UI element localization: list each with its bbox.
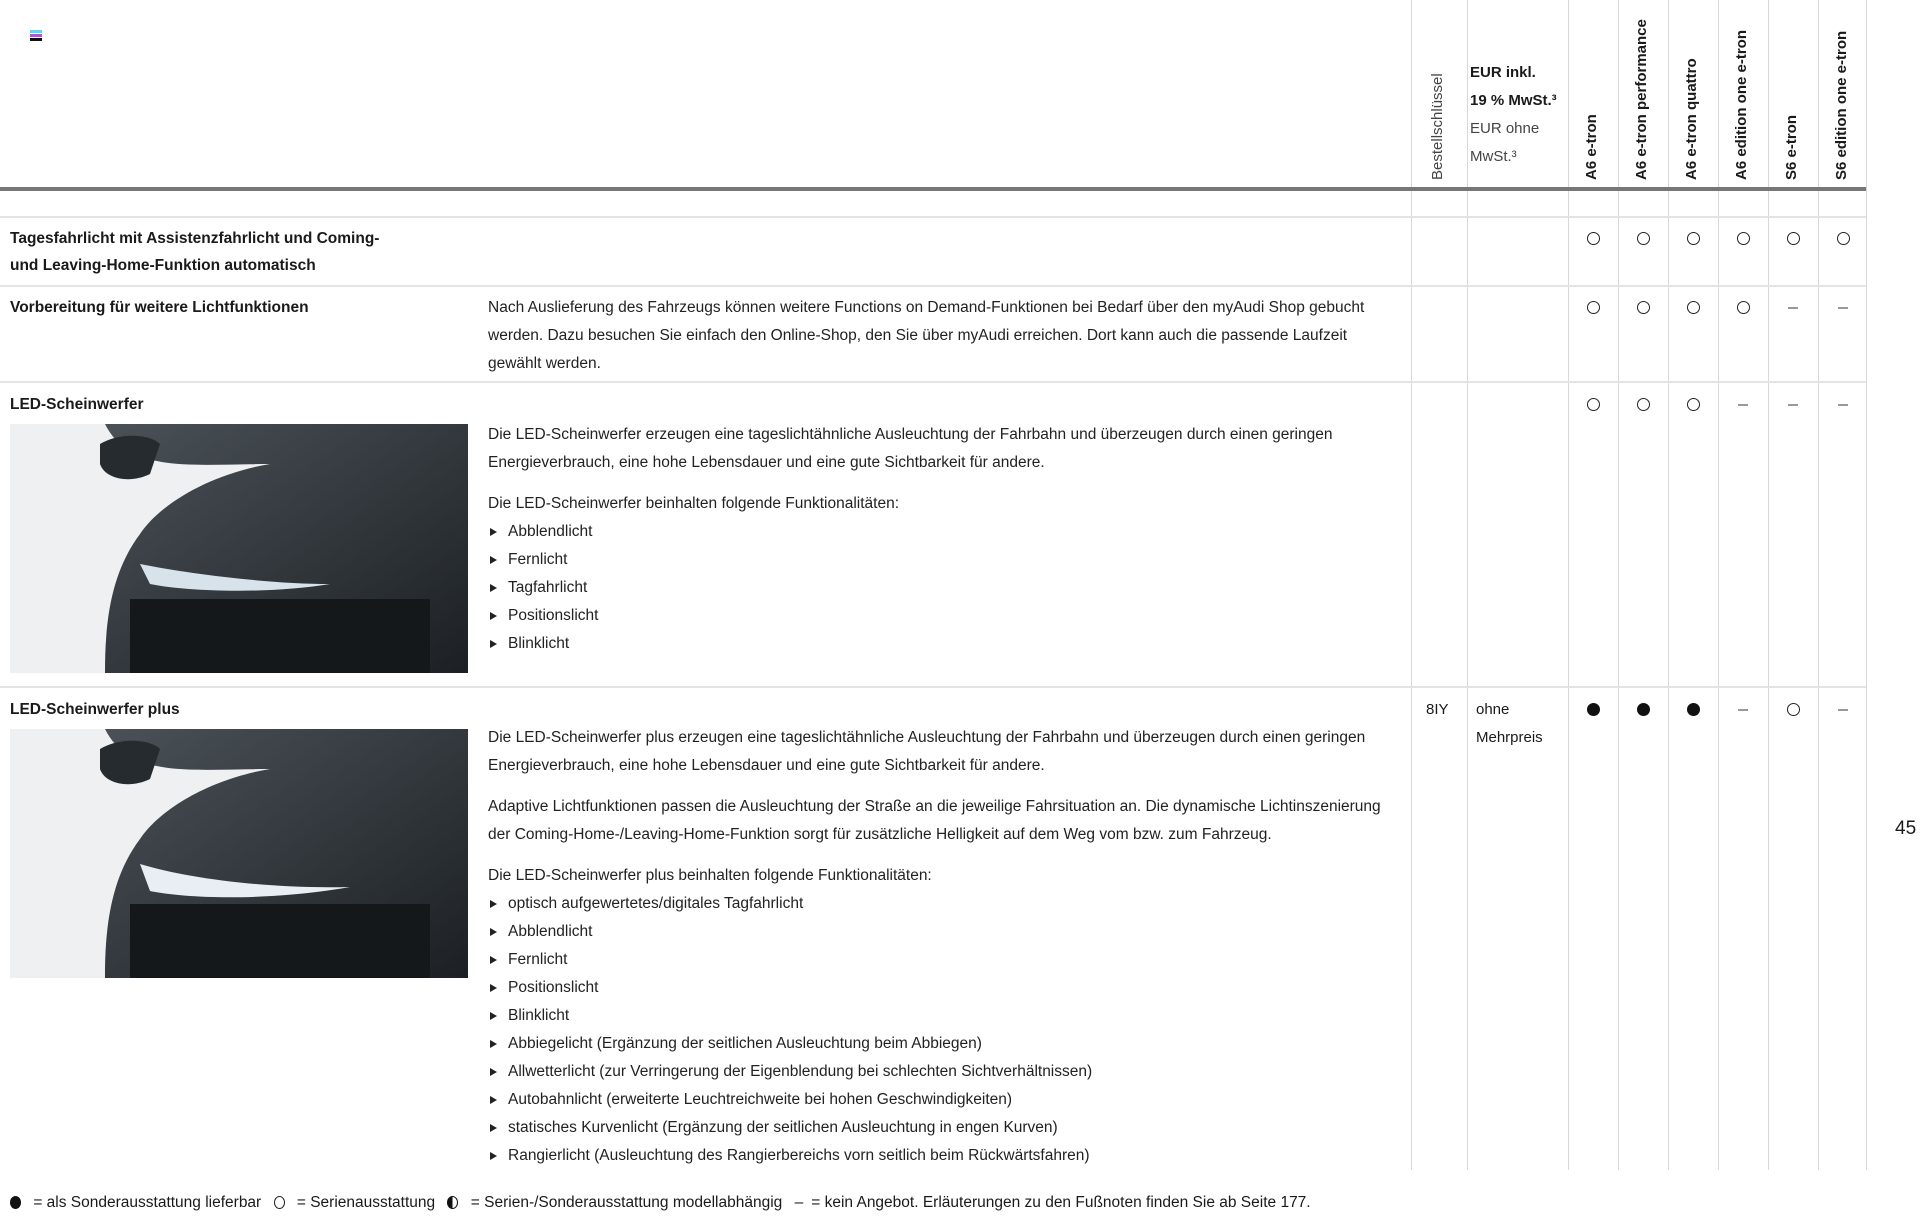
header-model: A6 e-tron performance bbox=[1633, 19, 1650, 180]
circle-outline-icon bbox=[1587, 301, 1600, 314]
availability-mark-serie bbox=[1568, 229, 1618, 247]
availability-mark-serie bbox=[1818, 229, 1868, 247]
availability-mark-none bbox=[1818, 700, 1868, 718]
availability-mark-serie bbox=[1768, 700, 1818, 718]
feature-item: Autobahnlicht (erweiterte Leuchtreichweite bei hohen Geschwindigkeiten) bbox=[488, 1086, 1400, 1114]
availability-mark-serie bbox=[1568, 298, 1618, 316]
print-color-marks bbox=[30, 30, 42, 42]
circle-filled-icon bbox=[1587, 703, 1600, 716]
feature-item: statisches Kurvenlicht (Ergänzung der seitlichen Ausleuchtung in engen Kurven) bbox=[488, 1114, 1400, 1142]
availability-mark-option bbox=[1568, 700, 1618, 718]
feature-item: Tagfahrlicht bbox=[488, 574, 1398, 602]
availability-mark-serie bbox=[1768, 229, 1818, 247]
row-title: Vorbereitung für weitere Lichtfunktionen bbox=[10, 299, 309, 316]
dash-icon bbox=[1838, 709, 1848, 711]
feature-item: Positionslicht bbox=[488, 974, 1400, 1002]
circle-outline-icon bbox=[1787, 703, 1800, 716]
row-title: LED-Scheinwerfer plus bbox=[10, 701, 180, 718]
led-headlight-image bbox=[10, 424, 468, 673]
circle-outline-icon bbox=[1837, 232, 1850, 245]
feature-item: Abblendlicht bbox=[488, 518, 1398, 546]
feature-item: Allwetterlicht (zur Verringerung der Eigenblendung bei schlechten Sichtverhältnissen) bbox=[488, 1058, 1400, 1086]
page-number: 45 bbox=[1895, 818, 1917, 839]
header-model: A6 e-tron bbox=[1583, 114, 1600, 180]
availability-mark-option bbox=[1668, 700, 1718, 718]
availability-mark-none bbox=[1768, 395, 1818, 413]
circle-outline-icon bbox=[1637, 232, 1650, 245]
availability-mark-none bbox=[1818, 395, 1868, 413]
availability-mark-serie bbox=[1718, 229, 1768, 247]
feature-item: Abblendlicht bbox=[488, 918, 1400, 946]
availability-mark-serie bbox=[1668, 298, 1718, 316]
circle-filled-icon bbox=[1687, 703, 1700, 716]
circle-outline-icon bbox=[1687, 301, 1700, 314]
circle-outline-icon bbox=[1637, 398, 1650, 411]
header-price: EUR inkl. 19 % MwSt.³ EUR ohne MwSt.³ bbox=[1470, 64, 1557, 165]
price: ohne Mehrpreis bbox=[1476, 701, 1543, 746]
circle-outline-icon bbox=[1737, 232, 1750, 245]
row-title: LED-Scheinwerfer bbox=[10, 396, 144, 413]
availability-mark-serie bbox=[1668, 229, 1718, 247]
dash-icon bbox=[1788, 307, 1798, 309]
header-order-key: Bestellschlüssel bbox=[1429, 73, 1446, 180]
header-model: S6 edition one e-tron bbox=[1833, 30, 1850, 180]
dash-icon bbox=[1838, 307, 1848, 309]
order-key: 8IY bbox=[1426, 701, 1449, 718]
availability-mark-serie bbox=[1618, 229, 1668, 247]
circle-outline-icon bbox=[1637, 301, 1650, 314]
circle-outline-icon bbox=[1587, 232, 1600, 245]
row-description: Nach Auslieferung des Fahrzeugs können weitere Functions on Demand-Funktionen bei Bedarf über den myAudi Shop gebucht werden. Dazu besuchen Sie einfach den Online-Shop, den Sie über myAudi erreichen. Dort kann auch die passende Laufzeit gewählt werden. bbox=[488, 299, 1365, 372]
dash-icon bbox=[1788, 404, 1798, 406]
availability-mark-none bbox=[1718, 700, 1768, 718]
availability-mark-none bbox=[1818, 298, 1868, 316]
header-model: S6 e-tron bbox=[1783, 114, 1800, 180]
availability-mark-option bbox=[1618, 700, 1668, 718]
legend: = als Sonderausstattung lieferbar = Serienausstattung = Serien-/Sonderausstattung modellabhängig – = kein Angebot. Erläuterungen zu den Fußnoten finden Sie ab Seite 177. bbox=[10, 1194, 1319, 1212]
header-model: A6 edition one e-tron bbox=[1733, 30, 1750, 180]
dash-icon bbox=[1738, 404, 1748, 406]
availability-mark-serie bbox=[1618, 298, 1668, 316]
row-title: Tagesfahrlicht mit Assistenzfahrlicht und Coming- und Leaving-Home-Funktion automatisch bbox=[10, 230, 380, 274]
feature-item: Blinklicht bbox=[488, 1002, 1400, 1030]
feature-item: Rangierlicht (Ausleuchtung des Rangierbereichs vorn seitlich beim Rückwärtsfahren) bbox=[488, 1142, 1400, 1170]
circle-outline-icon bbox=[1687, 398, 1700, 411]
header-model: A6 e-tron quattro bbox=[1683, 58, 1700, 180]
feature-item: Blinklicht bbox=[488, 630, 1398, 658]
availability-mark-none bbox=[1768, 298, 1818, 316]
circle-filled-icon bbox=[1637, 703, 1650, 716]
circle-outline-icon bbox=[1737, 301, 1750, 314]
circle-outline-icon bbox=[1787, 232, 1800, 245]
availability-mark-serie bbox=[1718, 298, 1768, 316]
row-description: Die LED-Scheinwerfer erzeugen eine tageslichtähnliche Ausleuchtung der Fahrbahn und überzeugen durch einen geringen Energieverbrauch, eine hohe Lebensdauer und eine gute Sichtbarkeit für andere. Die LED-Scheinwerfer beinhalten folgende Funktionalitäten: Abblendlicht Fernlicht Tagfahrlicht Positionslicht Blinklicht bbox=[488, 421, 1398, 658]
feature-item: optisch aufgewertetes/digitales Tagfahrlicht bbox=[488, 890, 1400, 918]
availability-mark-serie bbox=[1668, 395, 1718, 413]
feature-item: Abbiegelicht (Ergänzung der seitlichen Ausleuchtung beim Abbiegen) bbox=[488, 1030, 1400, 1058]
availability-mark-serie bbox=[1618, 395, 1668, 413]
led-headlight-plus-image bbox=[10, 729, 468, 978]
row-description: Die LED-Scheinwerfer plus erzeugen eine tageslichtähnliche Ausleuchtung der Fahrbahn und überzeugen durch einen geringen Energieverbrauch, eine hohe Lebensdauer und eine gute Sichtbarkeit für andere. Adaptive Lichtfunktionen passen die Ausleuchtung der Straße an die jeweilige Fahrsituation an. Die dynamische Lichtinszenierung der Coming-Home-/Leaving-Home-Funktion sorgt für zusätzliche Helligkeit auf dem Weg vom bzw. zum Fahrzeug. Die LED-Scheinwerfer plus beinhalten folgende Funktionalitäten: optisch aufgewertetes/digitales Tagfahrlicht Abblendlicht Fernlicht Positionslicht Blinklicht Abbiegelicht (Ergänzung der seitlichen Ausleuchtung beim Abbiegen) Allwetterlicht (zur Verringerung der Eigenblendung bei schlechten Sichtverhältnissen) Autobahnlicht (erweiterte Leuchtreichweite bei hohen Geschwindigkeiten) statisches Kurvenlicht (Ergänzung der seitlichen Ausleuchtung in engen Kurven) Rangierlicht (Ausleuchtung des Rangierbereichs vorn seitlich beim Rückwärtsfahren) bbox=[488, 724, 1400, 1170]
dash-icon bbox=[1738, 709, 1748, 711]
header-divider bbox=[0, 187, 1866, 191]
feature-item: Positionslicht bbox=[488, 602, 1398, 630]
circle-outline-icon bbox=[1687, 232, 1700, 245]
feature-item: Fernlicht bbox=[488, 546, 1398, 574]
circle-outline-icon bbox=[1587, 398, 1600, 411]
feature-item: Fernlicht bbox=[488, 946, 1400, 974]
availability-mark-none bbox=[1718, 395, 1768, 413]
availability-mark-serie bbox=[1568, 395, 1618, 413]
dash-icon bbox=[1838, 404, 1848, 406]
